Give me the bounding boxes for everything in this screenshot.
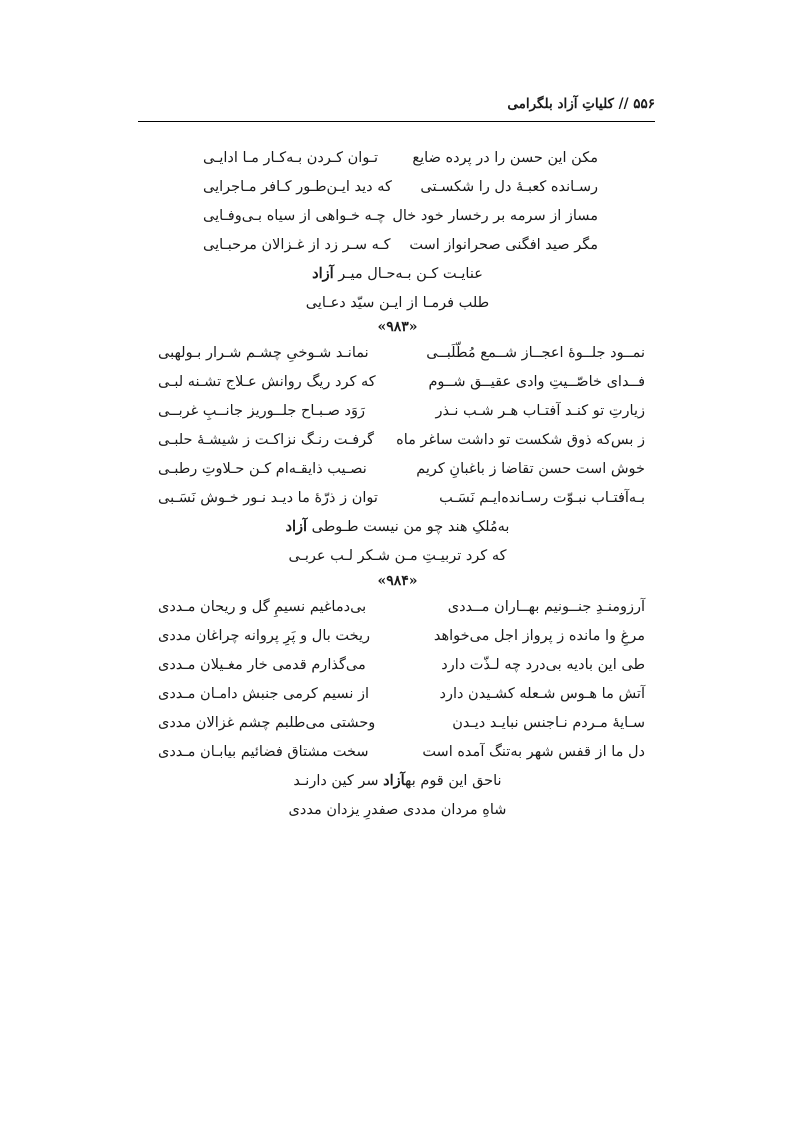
poem-continuation xyxy=(150,148,645,322)
hemistich-left: رَوَد صـبـاح جلــوریز جانــبِ غربــی xyxy=(158,403,366,419)
hemistich-left: که کرد ریگ روانش عـلاج تشـنه لبـی xyxy=(158,374,376,390)
poet-name: آزاد xyxy=(383,772,406,789)
couplet xyxy=(150,626,645,655)
couplet xyxy=(150,401,645,430)
hemistich-right: مساز از سرمه بر رخسار خود خال xyxy=(392,208,598,224)
closing-line: شاهِ مردان مددی صفدرِ یزدان مددی xyxy=(288,802,507,818)
header-rule xyxy=(138,121,655,122)
hemistich-left: سخت مشتاق فضائیم بیابـان مـددی xyxy=(158,744,369,760)
hemistich-left: که دید ایـن‌طـور کـافر مـاجرایی xyxy=(203,179,392,195)
couplet xyxy=(150,713,645,742)
couplet xyxy=(150,177,645,206)
hemistich-left: نصـیب ذایقـه‌ام کـن حـلاوتِ رطبـی xyxy=(158,461,367,477)
hemistich-left: تـوان کـردن بـه‌کـار مـا ادایـی xyxy=(203,150,379,166)
hemistich-right: فــدای خاصّــیتِ وادی عقیــق شــوم xyxy=(428,374,645,390)
hemistich-right: زیارتِ تو کنـد آفتـاب هـر شـب نـذر xyxy=(435,403,645,419)
couplet xyxy=(150,343,645,372)
hemistich-right: خوش است حسن تقاضا ز باغبانِ کریم xyxy=(416,461,645,477)
hemistich-left: وحشتی می‌طلبم چشم غزالان مددی xyxy=(158,715,376,731)
couplet xyxy=(150,148,645,177)
hemistich-left: بی‌دماغیم نسیمِ گل و ریحان مـددی xyxy=(158,599,367,615)
hemistich-right: رسـانده کعبـهٔ دل را شکسـتی xyxy=(420,179,598,195)
couplet xyxy=(150,655,645,684)
running-head: ۵۵۶ // کلیاتِ آزاد بلگرامی xyxy=(507,96,655,112)
hemistich-left: کـه سـر زد از غـزالان مرحبـایی xyxy=(203,237,391,253)
couplet xyxy=(150,742,645,771)
couplet xyxy=(150,206,645,235)
hemistich-right: مرغِ وا مانده ز پرواز اجل می‌خواهد xyxy=(433,628,645,644)
couplet xyxy=(150,235,645,264)
poem-983 xyxy=(150,343,645,575)
hemistich-right: بـه‌آفتـاب نبـوّت رسـانده‌ایـم نَسَـب xyxy=(439,490,645,506)
closing-line: به‌مُلکِ هند چو من نیست طـوطی آزاد xyxy=(285,518,510,535)
hemistich-right: ز بس‌که ذوق شکست تو داشت ساغر ماه xyxy=(396,432,645,448)
poet-name: آزاد xyxy=(312,265,334,282)
hemistich-left: چـه خـواهی از سیاه بـی‌وفـایی xyxy=(203,208,386,224)
couplet xyxy=(150,430,645,459)
hemistich-right: نمــود جلــوهٔ اعجــاز شــمع مُطّلَبــی xyxy=(426,345,645,361)
poem-number: «۹۸۳» xyxy=(377,319,418,335)
closing-line: طلب فرمـا از ایـن سیّد دعـایی xyxy=(305,295,490,311)
couplet xyxy=(150,459,645,488)
closing-line: که کرد تربیـتِ مـن شـکر لـب عربـی xyxy=(288,548,507,564)
couplet xyxy=(150,488,645,517)
hemistich-right: آرزومنـدِ جنــونیم بهــاران مــددی xyxy=(447,599,645,615)
hemistich-left: نمانـد شـوخیِ چشـم شـرار بـولهبی xyxy=(158,345,369,361)
hemistich-left: توان ز ذرّهٔ ما دیـد نـور خـوش نَسَـبی xyxy=(158,490,378,506)
couplet xyxy=(150,684,645,713)
hemistich-right: آتش ما هـوس شـعله کشـیدن دارد xyxy=(439,686,645,702)
couplet xyxy=(150,597,645,626)
poem-984 xyxy=(150,597,645,829)
hemistich-right: طی این بادیه بی‌درد چه لـذّت دارد xyxy=(441,657,645,673)
hemistich-left: از نسیم کرمی جنبش دامـان مـددی xyxy=(158,686,370,702)
hemistich-right: مکن این حسن را در پرده ضایع xyxy=(412,150,598,166)
hemistich-left: گرفـت رنـگ نزاکـت ز شیشـهٔ حلبـی xyxy=(158,432,375,448)
hemistich-left: ریخت بال و پَرِ پروانه چراغان مددی xyxy=(158,628,371,644)
hemistich-right: مگر صید افگنی صحرانواز است xyxy=(409,237,598,253)
hemistich-right: دل ما از قفس شهر به‌تنگ آمده است xyxy=(422,744,645,760)
closing-line: عنایـت کـن بـه‌حـال میـر آزاد xyxy=(312,265,483,282)
poet-name: آزاد xyxy=(285,518,308,535)
poem-number: «۹۸۴» xyxy=(377,573,418,589)
couplet xyxy=(150,372,645,401)
closing-line: ناحق این قوم بهآزاد سر کین دارنـد xyxy=(293,772,502,789)
hemistich-right: سـایهٔ مـردم نـاجنس نبایـد دیـدن xyxy=(452,715,645,731)
hemistich-left: می‌گذارم قدمی خار مغـیلان مـددی xyxy=(158,657,366,673)
